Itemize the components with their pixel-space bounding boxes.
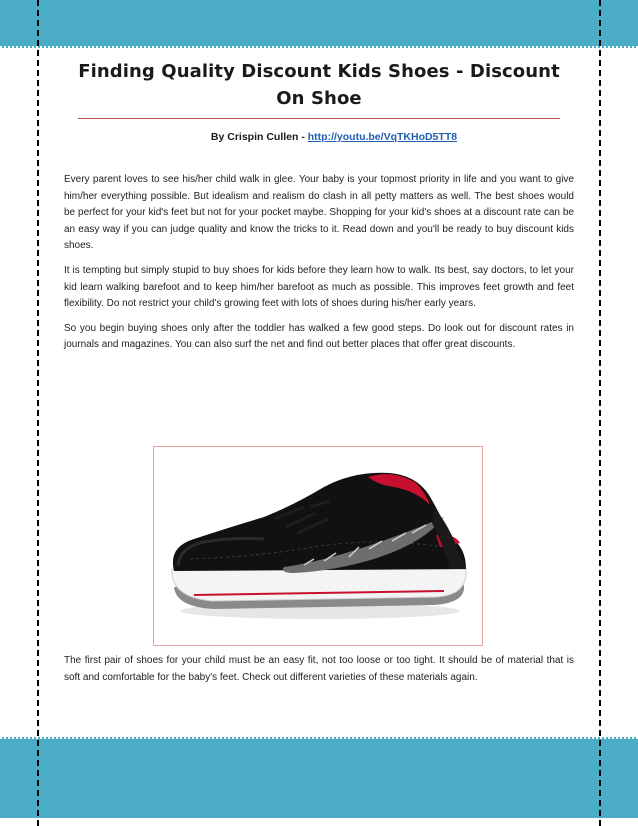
paragraph-2: It is tempting but simply stupid to buy shoes for kids before they learn how to walk. Its best, say doctors, to let your kid learn walking barefoot and to keep him/her barefoot as much as possible. This improves feet growth and feet flexibility. Do not restrict your child's growing feet with lots of shoes during his/her early years. <box>64 264 574 310</box>
byline-author: By Crispin Cullen - <box>210 131 308 143</box>
shoe-image <box>153 446 483 646</box>
footer-band <box>0 737 638 826</box>
top-band-dotted-edge <box>0 46 638 48</box>
bottom-band-dotted-edge <box>0 737 638 739</box>
byline-link[interactable]: http://youtu.be/VqTKHoD5TT8 <box>307 131 458 143</box>
article <box>64 58 574 354</box>
left-dashed-border <box>37 0 39 826</box>
paragraph-1: Every parent loves to see his/her child walk in glee. Your baby is your topmost priority in life and you want to give him/her everything possible. But idealism and realism do clash in all petty matters as well. The best shoes would be perfect for your kid's feet but not for your pocket maybe. Shopping for your kid's shoes at a discount rate can be an easy way if you can judge quality and know the tricks to it. Read down and you'll be ready to buy discount kids shoes. <box>64 174 574 252</box>
paragraph-4: The first pair of shoes for your child must be an easy fit, not too loose or too tight. It should be of material that is soft and comfortable for the baby's feet. Check out different varieties of these materials again. <box>64 655 574 683</box>
byline <box>94 131 574 143</box>
paragraph-3: So you begin buying shoes only after the toddler has walked a few good steps. Do look out for discount rates in journals and magazines. You can also surf the net and find out better places that offer great discounts. <box>64 322 574 351</box>
title-divider <box>78 118 560 119</box>
page-title: Finding Quality Discount Kids Shoes - Discount On Shoe <box>78 61 560 109</box>
header-band <box>0 0 638 48</box>
right-dashed-border <box>599 0 601 826</box>
shoe-icon <box>154 447 482 645</box>
